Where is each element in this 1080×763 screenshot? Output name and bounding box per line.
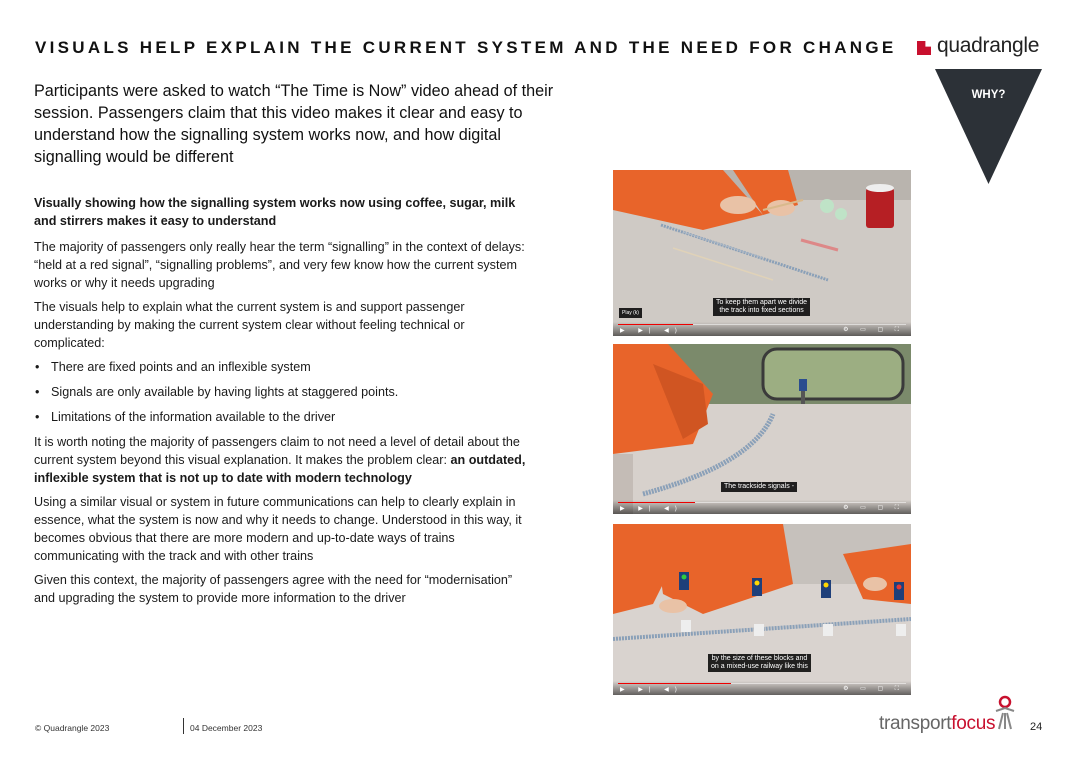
video-settings-icons[interactable]: ⚙ ▭ ▢ ⛶ (843, 327, 904, 333)
video-frame-3[interactable] (613, 524, 911, 695)
video-caption-line: To keep them apart we divide (716, 299, 808, 306)
video-play-tooltip: Play (k) (619, 308, 642, 318)
video-caption (713, 298, 810, 316)
video-caption (721, 482, 797, 492)
footer-divider (183, 718, 184, 734)
body-paragraph-4: Using a similar visual or system in future communications can help to clearly explain in essence, what the system is now and why it needs to change. Understood in this way, it becomes obvious that there are more modern and up-to-date ways of trains communicating with the track and with other trains (34, 495, 522, 563)
page-number: 24 (1030, 721, 1043, 733)
video-settings-icons[interactable]: ⚙ ▭ ▢ ⛶ (843, 686, 904, 692)
body-heading: Visually showing how the signalling system works now using coffee, sugar, milk and stirrers makes it easy to understand (34, 196, 516, 228)
body-paragraph-2: The visuals help to explain what the current system is and support passenger understanding by making the current system clear without feeling technical or complicated: (34, 300, 465, 350)
video-controls[interactable] (613, 681, 911, 695)
video-frame-2[interactable] (613, 344, 911, 514)
body-paragraph-3 (34, 433, 529, 487)
transportfocus-logo (879, 713, 995, 735)
quadrangle-logo (917, 34, 1039, 58)
quadrangle-logo-icon (917, 41, 931, 55)
bullet-item: • There are fixed points and an inflexible system (34, 358, 529, 376)
video-controls[interactable] (613, 322, 911, 336)
video-play-controls[interactable]: ▶ ▶| ◀) (620, 687, 683, 693)
body-text (34, 194, 529, 613)
video-play-controls[interactable]: ▶ ▶| ◀) (620, 506, 683, 512)
video-caption-line: the track into fixed sections (719, 307, 804, 314)
body-paragraph-1: The majority of passengers only really hear the term “signalling” in the context of delays: “held at a red signal”, “signalling problems”, and very few know how the current system works or why it needs upgrading (34, 240, 525, 290)
page-title: VISUALS HELP EXPLAIN THE CURRENT SYSTEM AND THE NEED FOR CHANGE (35, 38, 897, 57)
why-triangle-icon (935, 69, 1042, 184)
why-badge (935, 69, 1042, 184)
video-caption-line: by the size of these blocks and (711, 655, 808, 662)
video-progress-fill (618, 683, 731, 684)
bullet-item: • Signals are only available by having lights at staggered points. (34, 383, 529, 401)
video-controls[interactable] (613, 500, 911, 514)
body-paragraph-3-emphasis: an outdated, inflexible system that is not up to date with modern technology (34, 453, 526, 485)
why-badge-label: WHY? (971, 89, 1006, 101)
transportfocus-logo-part2: focus (951, 713, 996, 734)
transportfocus-figure-icon (990, 695, 1020, 731)
body-paragraph-5: Given this context, the majority of passengers agree with the need for “modernisation” and upgrading the system to provide more information to the driver (34, 573, 513, 605)
body-paragraph-3-text: It is worth noting the majority of passengers claim to not need a level of detail about the current system beyond this visual explanation. It makes the problem clear: (34, 435, 520, 467)
bullet-list (34, 358, 529, 426)
quadrangle-logo-text: quadrangle (937, 34, 1040, 57)
video-caption-line: on a mixed-use railway like this (711, 663, 808, 670)
video-caption-line: The trackside signals - (724, 483, 795, 490)
copyright-text: © Quadrangle 2023 (35, 723, 110, 733)
video-progress-fill (618, 502, 695, 503)
bullet-item: • Limitations of the information available to the driver (34, 408, 529, 426)
intro-text: Participants were asked to watch “The Time is Now” video ahead of their session. Passengers claim that this video makes it clear and easy to understand how the signalling system works now, and how digital signalling would be different (34, 82, 554, 166)
footer-date: 04 December 2023 (190, 723, 263, 733)
video-progress-fill (618, 324, 693, 325)
transportfocus-logo-part1: transport (879, 713, 952, 734)
video-settings-icons[interactable]: ⚙ ▭ ▢ ⛶ (843, 505, 904, 511)
video-play-controls[interactable]: ▶ ▶| ◀) (620, 328, 683, 334)
video-caption (708, 654, 811, 672)
video-frame-1[interactable] (613, 170, 911, 336)
